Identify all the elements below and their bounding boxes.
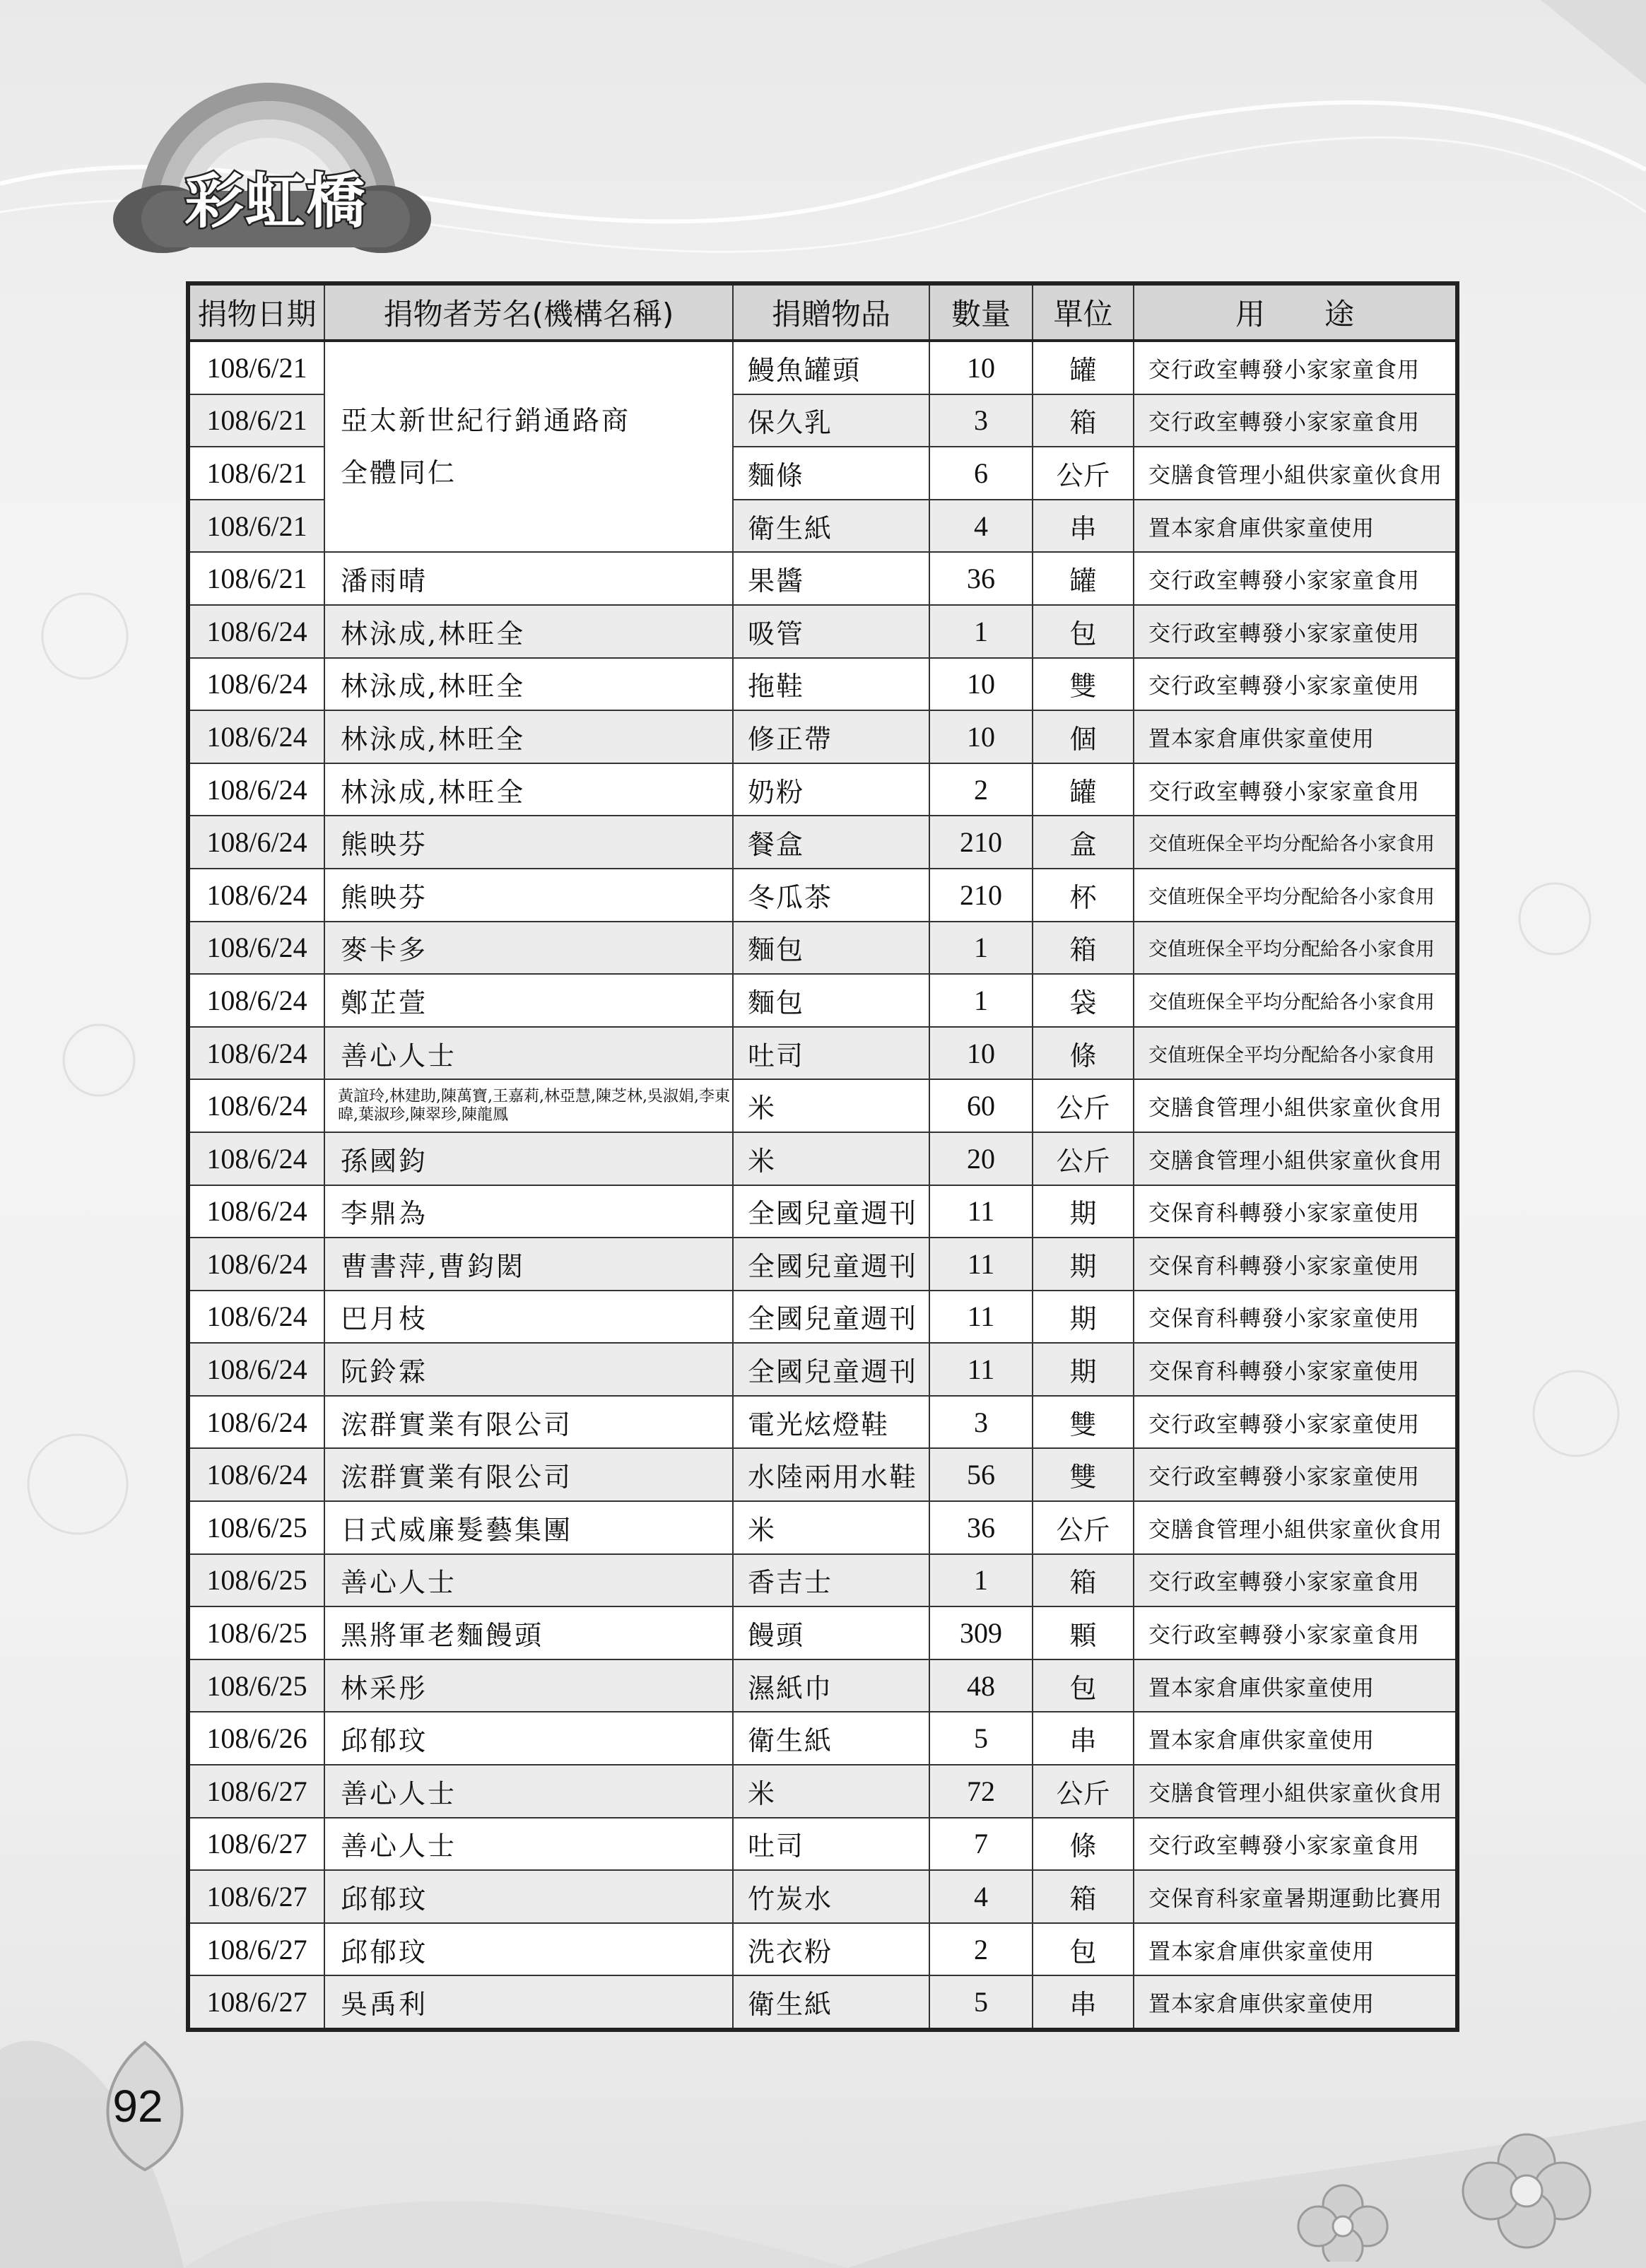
table-row (188, 974, 1457, 1027)
date-cell: 108/6/27 (188, 1923, 324, 1976)
date-cell: 108/6/25 (188, 1554, 324, 1607)
quantity-cell: 210 (929, 816, 1033, 869)
item-cell: 全國兒童週刊 (733, 1238, 929, 1291)
date-cell: 108/6/24 (188, 1132, 324, 1185)
unit-cell: 期 (1033, 1185, 1134, 1238)
unit-cell: 條 (1033, 1818, 1134, 1871)
unit-cell: 公斤 (1033, 1765, 1134, 1818)
quantity-cell: 1 (929, 922, 1033, 975)
usage-cell: 交值班保全平均分配給各小家食用 (1134, 922, 1457, 975)
flower-decoration-icon (1201, 2050, 1626, 2262)
item-cell: 衛生紙 (733, 1712, 929, 1765)
item-cell: 麵包 (733, 974, 929, 1027)
usage-cell: 交值班保全平均分配給各小家食用 (1134, 974, 1457, 1027)
item-cell: 香吉士 (733, 1554, 929, 1607)
item-cell: 全國兒童週刊 (733, 1343, 929, 1396)
date-cell: 108/6/21 (188, 394, 324, 447)
item-cell: 濕紙巾 (733, 1659, 929, 1712)
usage-cell: 交膳食管理小組供家童伙食用 (1134, 1132, 1457, 1185)
item-cell: 餐盒 (733, 816, 929, 869)
item-cell: 米 (733, 1079, 929, 1132)
unit-cell: 包 (1033, 1923, 1134, 1976)
usage-cell: 置本家倉庫供家童使用 (1134, 1923, 1457, 1976)
usage-cell: 置本家倉庫供家童使用 (1134, 1975, 1457, 2030)
unit-cell: 箱 (1033, 922, 1134, 975)
logo-text: 彩虹橋 (184, 167, 367, 236)
table-row (188, 816, 1457, 869)
usage-cell: 交行政室轉發小家家童食用 (1134, 552, 1457, 605)
unit-cell: 串 (1033, 500, 1134, 553)
usage-cell: 置本家倉庫供家童使用 (1134, 500, 1457, 553)
item-cell: 麵條 (733, 447, 929, 500)
unit-cell: 罐 (1033, 763, 1134, 816)
quantity-cell: 6 (929, 447, 1033, 500)
table-row (188, 1870, 1457, 1923)
usage-cell: 交膳食管理小組供家童伙食用 (1134, 1501, 1457, 1554)
quantity-cell: 4 (929, 1870, 1033, 1923)
table-row (188, 1343, 1457, 1396)
date-cell: 108/6/24 (188, 605, 324, 658)
unit-cell: 雙 (1033, 1396, 1134, 1449)
item-cell: 奶粉 (733, 763, 929, 816)
donor-line-2: 全體同仁 (341, 457, 457, 489)
quantity-cell: 1 (929, 1554, 1033, 1607)
unit-cell: 箱 (1033, 1870, 1134, 1923)
quantity-cell: 11 (929, 1238, 1033, 1291)
quantity-cell: 48 (929, 1659, 1033, 1712)
table-row (188, 1448, 1457, 1501)
table-row (188, 869, 1457, 922)
date-cell: 108/6/24 (188, 763, 324, 816)
table-row (188, 1027, 1457, 1080)
donor-cell: 林泳成,林旺全 (324, 605, 733, 658)
table-row (188, 922, 1457, 975)
unit-cell: 串 (1033, 1712, 1134, 1765)
donor-cell: 黑將軍老麵饅頭 (324, 1606, 733, 1659)
table-row (188, 1132, 1457, 1185)
item-cell: 全國兒童週刊 (733, 1291, 929, 1344)
unit-cell: 包 (1033, 605, 1134, 658)
item-cell: 饅頭 (733, 1606, 929, 1659)
donor-cell: 熊映芬 (324, 816, 733, 869)
usage-cell: 交值班保全平均分配給各小家食用 (1134, 1027, 1457, 1080)
donor-cell: 浤群實業有限公司 (324, 1396, 733, 1449)
donor-cell: 林泳成,林旺全 (324, 710, 733, 763)
table-row (188, 1079, 1457, 1132)
page-number: 92 (112, 2081, 163, 2132)
table-row (188, 605, 1457, 658)
date-cell: 108/6/24 (188, 710, 324, 763)
unit-cell: 雙 (1033, 658, 1134, 711)
item-cell: 竹炭水 (733, 1870, 929, 1923)
usage-cell: 交行政室轉發小家家童使用 (1134, 605, 1457, 658)
date-cell: 108/6/24 (188, 1238, 324, 1291)
item-cell: 修正帶 (733, 710, 929, 763)
usage-cell: 交膳食管理小組供家童伙食用 (1134, 1765, 1457, 1818)
date-cell: 108/6/24 (188, 1079, 324, 1132)
usage-cell: 交行政室轉發小家家童食用 (1134, 1818, 1457, 1871)
date-cell: 108/6/24 (188, 1343, 324, 1396)
item-cell: 水陸兩用水鞋 (733, 1448, 929, 1501)
table-row (188, 341, 1457, 394)
donor-cell: 孫國鈞 (324, 1132, 733, 1185)
unit-cell: 串 (1033, 1975, 1134, 2030)
quantity-cell: 2 (929, 1923, 1033, 1976)
unit-cell: 箱 (1033, 1554, 1134, 1607)
donor-cell: 曹書萍,曹鈞閎 (324, 1238, 733, 1291)
donor-cell: 善心人士 (324, 1765, 733, 1818)
donor-cell: 阮鈴霖 (324, 1343, 733, 1396)
date-cell: 108/6/21 (188, 341, 324, 394)
item-cell: 麵包 (733, 922, 929, 975)
table-row (188, 1501, 1457, 1554)
table-row (188, 1185, 1457, 1238)
item-cell: 保久乳 (733, 394, 929, 447)
item-cell: 衛生紙 (733, 1975, 929, 2030)
item-cell: 果醬 (733, 552, 929, 605)
table-row (188, 1606, 1457, 1659)
usage-cell: 交保育科家童暑期運動比賽用 (1134, 1870, 1457, 1923)
item-cell: 吐司 (733, 1818, 929, 1871)
date-cell: 108/6/24 (188, 1185, 324, 1238)
item-cell: 米 (733, 1132, 929, 1185)
unit-cell: 箱 (1033, 394, 1134, 447)
usage-cell: 置本家倉庫供家童使用 (1134, 1712, 1457, 1765)
date-cell: 108/6/24 (188, 974, 324, 1027)
unit-cell: 公斤 (1033, 1132, 1134, 1185)
donor-cell: 善心人士 (324, 1818, 733, 1871)
donor-cell: 潘雨晴 (324, 552, 733, 605)
unit-cell: 個 (1033, 710, 1134, 763)
donor-cell: 邱郁玟 (324, 1870, 733, 1923)
usage-cell: 交行政室轉發小家家童使用 (1134, 1448, 1457, 1501)
date-cell: 108/6/21 (188, 447, 324, 500)
quantity-cell: 11 (929, 1291, 1033, 1344)
date-cell: 108/6/27 (188, 1818, 324, 1871)
item-cell: 鰻魚罐頭 (733, 341, 929, 394)
quantity-cell: 7 (929, 1818, 1033, 1871)
unit-cell: 罐 (1033, 552, 1134, 605)
unit-cell: 公斤 (1033, 1501, 1134, 1554)
column-header-date: 捐物日期 (188, 283, 324, 341)
unit-cell: 期 (1033, 1291, 1134, 1344)
unit-cell: 顆 (1033, 1606, 1134, 1659)
item-cell: 冬瓜茶 (733, 869, 929, 922)
date-cell: 108/6/24 (188, 869, 324, 922)
date-cell: 108/6/27 (188, 1870, 324, 1923)
usage-cell: 置本家倉庫供家童使用 (1134, 1659, 1457, 1712)
donor-cell-merged (324, 341, 733, 552)
item-cell: 洗衣粉 (733, 1923, 929, 1976)
item-cell: 米 (733, 1501, 929, 1554)
usage-cell: 交行政室轉發小家家童使用 (1134, 1396, 1457, 1449)
table-row (188, 552, 1457, 605)
table-row (188, 1554, 1457, 1607)
table-row (188, 1659, 1457, 1712)
quantity-cell: 20 (929, 1132, 1033, 1185)
table-row (188, 1975, 1457, 2030)
column-header-quantity: 數量 (929, 283, 1033, 341)
donor-line-1: 亞太新世紀行銷通路商 (341, 405, 631, 437)
table-row (188, 1238, 1457, 1291)
table-row (188, 1396, 1457, 1449)
usage-cell: 交膳食管理小組供家童伙食用 (1134, 447, 1457, 500)
donor-cell: 日式威廉髮藝集團 (324, 1501, 733, 1554)
date-cell: 108/6/27 (188, 1975, 324, 2030)
quantity-cell: 36 (929, 552, 1033, 605)
donation-table (186, 281, 1459, 2032)
donor-cell: 善心人士 (324, 1554, 733, 1607)
unit-cell: 條 (1033, 1027, 1134, 1080)
table-row (188, 1923, 1457, 1976)
date-cell: 108/6/21 (188, 552, 324, 605)
quantity-cell: 60 (929, 1079, 1033, 1132)
quantity-cell: 1 (929, 605, 1033, 658)
unit-cell: 包 (1033, 1659, 1134, 1712)
usage-cell: 交值班保全平均分配給各小家食用 (1134, 816, 1457, 869)
donor-cell: 李鼎為 (324, 1185, 733, 1238)
donor-cell: 邱郁玟 (324, 1712, 733, 1765)
usage-cell: 交保育科轉發小家家童使用 (1134, 1291, 1457, 1344)
usage-cell: 交行政室轉發小家家童食用 (1134, 763, 1457, 816)
quantity-cell: 309 (929, 1606, 1033, 1659)
item-cell: 米 (733, 1765, 929, 1818)
date-cell: 108/6/24 (188, 1448, 324, 1501)
usage-cell: 交行政室轉發小家家童使用 (1134, 658, 1457, 711)
date-cell: 108/6/24 (188, 922, 324, 975)
unit-cell: 期 (1033, 1343, 1134, 1396)
unit-cell: 公斤 (1033, 1079, 1134, 1132)
item-cell: 全國兒童週刊 (733, 1185, 929, 1238)
quantity-cell: 72 (929, 1765, 1033, 1818)
quantity-cell: 4 (929, 500, 1033, 553)
table-row (188, 1765, 1457, 1818)
date-cell: 108/6/21 (188, 500, 324, 553)
unit-cell: 杯 (1033, 869, 1134, 922)
date-cell: 108/6/26 (188, 1712, 324, 1765)
unit-cell: 罐 (1033, 341, 1134, 394)
donor-cell: 鄭芷萱 (324, 974, 733, 1027)
quantity-cell: 5 (929, 1975, 1033, 2030)
usage-cell: 交行政室轉發小家家童食用 (1134, 1606, 1457, 1659)
item-cell: 拖鞋 (733, 658, 929, 711)
unit-cell: 袋 (1033, 974, 1134, 1027)
quantity-cell: 3 (929, 394, 1033, 447)
unit-cell: 公斤 (1033, 447, 1134, 500)
usage-cell: 交保育科轉發小家家童使用 (1134, 1185, 1457, 1238)
quantity-cell: 210 (929, 869, 1033, 922)
date-cell: 108/6/25 (188, 1501, 324, 1554)
quantity-cell: 36 (929, 1501, 1033, 1554)
donor-cell: 巴月枝 (324, 1291, 733, 1344)
usage-cell: 交行政室轉發小家家童食用 (1134, 1554, 1457, 1607)
table-header-row (188, 283, 1457, 341)
table-row (188, 1291, 1457, 1344)
item-cell: 衛生紙 (733, 500, 929, 553)
item-cell: 吸管 (733, 605, 929, 658)
date-cell: 108/6/24 (188, 1396, 324, 1449)
quantity-cell: 3 (929, 1396, 1033, 1449)
table-row (188, 763, 1457, 816)
table-row (188, 1712, 1457, 1765)
quantity-cell: 11 (929, 1185, 1033, 1238)
column-header-usage: 用 途 (1134, 283, 1457, 341)
quantity-cell: 10 (929, 710, 1033, 763)
table-row (188, 710, 1457, 763)
quantity-cell: 10 (929, 1027, 1033, 1080)
table-row (188, 1818, 1457, 1871)
column-header-unit: 單位 (1033, 283, 1134, 341)
donor-cell: 林采彤 (324, 1659, 733, 1712)
quantity-cell: 56 (929, 1448, 1033, 1501)
donor-cell: 熊映芬 (324, 869, 733, 922)
quantity-cell: 11 (929, 1343, 1033, 1396)
table-row (188, 658, 1457, 711)
usage-cell: 置本家倉庫供家童使用 (1134, 710, 1457, 763)
unit-cell: 雙 (1033, 1448, 1134, 1501)
date-cell: 108/6/24 (188, 1291, 324, 1344)
column-header-item: 捐贈物品 (733, 283, 929, 341)
date-cell: 108/6/24 (188, 658, 324, 711)
date-cell: 108/6/27 (188, 1765, 324, 1818)
donor-cell: 邱郁玟 (324, 1923, 733, 1976)
usage-cell: 交行政室轉發小家家童食用 (1134, 394, 1457, 447)
usage-cell: 交保育科轉發小家家童使用 (1134, 1343, 1457, 1396)
donor-cell: 林泳成,林旺全 (324, 658, 733, 711)
date-cell: 108/6/24 (188, 816, 324, 869)
donor-cell: 黃誼玲,林建助,陳萬寶,王嘉莉,林亞慧,陳芝林,吳淑娟,李東暐,葉淑珍,陳翠珍,陳龍鳳 (324, 1079, 733, 1132)
usage-cell: 交行政室轉發小家家童食用 (1134, 341, 1457, 394)
usage-cell: 交值班保全平均分配給各小家食用 (1134, 869, 1457, 922)
table-body (188, 341, 1457, 2030)
quantity-cell: 10 (929, 341, 1033, 394)
quantity-cell: 10 (929, 658, 1033, 711)
quantity-cell: 1 (929, 974, 1033, 1027)
usage-cell: 交保育科轉發小家家童使用 (1134, 1238, 1457, 1291)
date-cell: 108/6/25 (188, 1659, 324, 1712)
quantity-cell: 5 (929, 1712, 1033, 1765)
donor-cell: 善心人士 (324, 1027, 733, 1080)
donor-cell: 林泳成,林旺全 (324, 763, 733, 816)
unit-cell: 期 (1033, 1238, 1134, 1291)
date-cell: 108/6/25 (188, 1606, 324, 1659)
rainbow-bridge-logo (106, 71, 445, 254)
donor-cell: 浤群實業有限公司 (324, 1448, 733, 1501)
donation-table-container (186, 281, 1455, 2032)
column-header-donor: 捐物者芳名(機構名稱) (324, 283, 733, 341)
date-cell: 108/6/24 (188, 1027, 324, 1080)
quantity-cell: 2 (929, 763, 1033, 816)
item-cell: 吐司 (733, 1027, 929, 1080)
usage-cell: 交膳食管理小組供家童伙食用 (1134, 1079, 1457, 1132)
donor-cell: 麥卡多 (324, 922, 733, 975)
donor-cell: 吳禹利 (324, 1975, 733, 2030)
unit-cell: 盒 (1033, 816, 1134, 869)
item-cell: 電光炫燈鞋 (733, 1396, 929, 1449)
